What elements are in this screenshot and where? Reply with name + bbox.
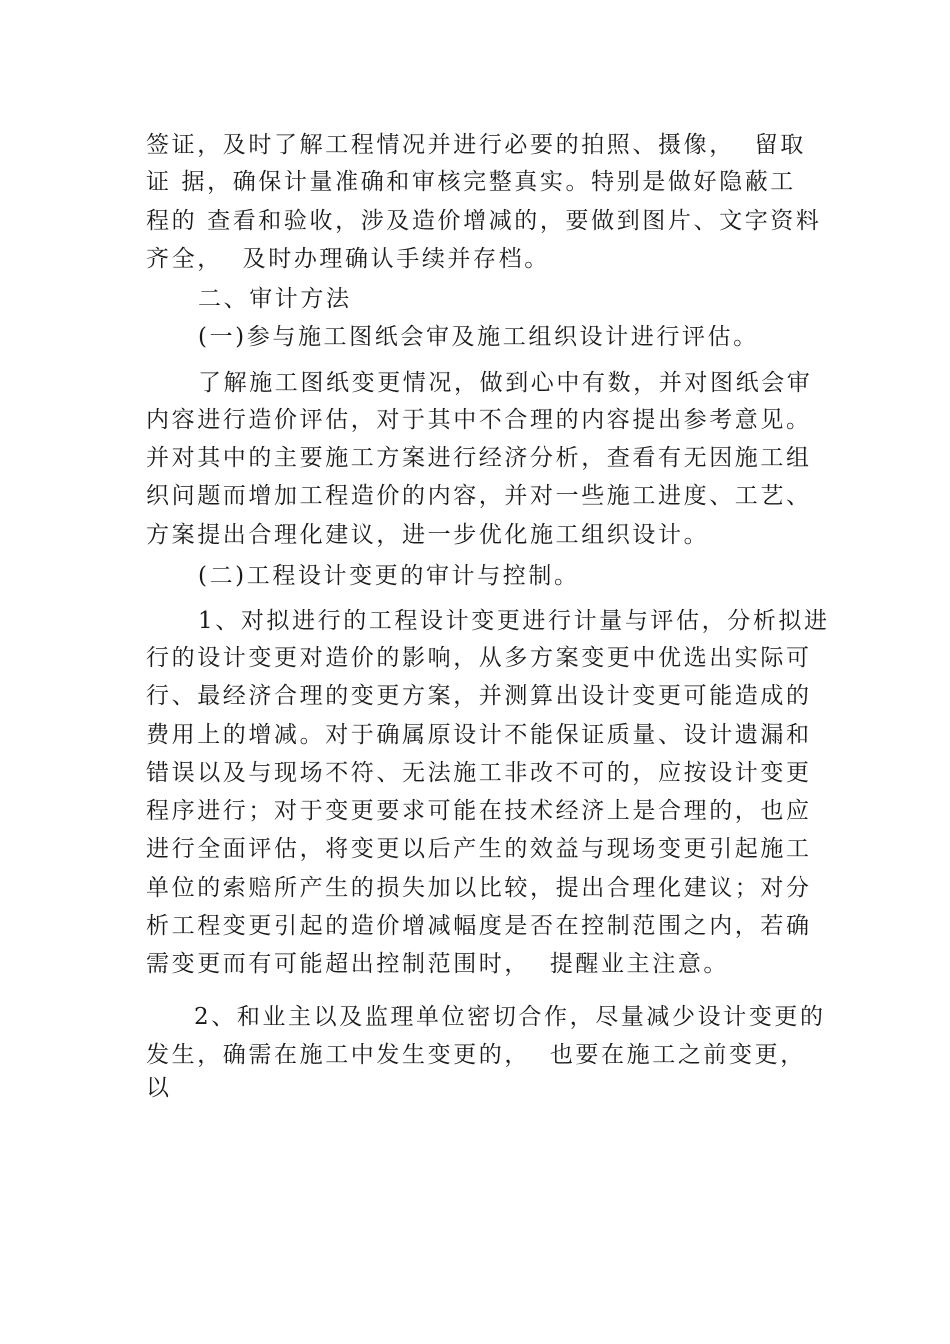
paragraph-line: 证 据，确保计量准确和审核完整真实。特别是做好隐蔽工 <box>146 169 796 195</box>
paragraph-line: 了解施工图纸变更情况，做到心中有数，并对图纸会审 <box>198 370 813 396</box>
paragraph-line: 行的设计变更对造价的影响，从多方案变更中优选出实际可 <box>146 645 812 671</box>
paragraph-line: 错误以及与现场不符、无法施工非改不可的，应按设计变更 <box>146 760 812 786</box>
paragraph-line: 需变更而有可能超出控制范围时， 提醒业主注意。 <box>146 951 730 977</box>
paragraph-line: 齐全， 及时办理确认手续并存档。 <box>146 246 550 272</box>
paragraph-line: 进行全面评估，将变更以后产生的效益与现场变更引起施工 <box>146 836 812 862</box>
paragraph-line: 并对其中的主要施工方案进行经济分析，查看有无因施工组 <box>146 445 812 471</box>
paragraph-line: 2、和业主以及监理单位密切合作，尽量减少设计变更的 <box>194 1004 826 1030</box>
paragraph-line: 发生，确需在施工中发生变更的， 也要在施工之前变更， <box>146 1042 806 1068</box>
paragraph-line: 1、对拟进行的工程设计变更进行计量与评估，分析拟进 <box>198 608 830 634</box>
paragraph-line: 单位的索赔所产生的损失加以比较，提出合理化建议；对分 <box>146 875 812 901</box>
paragraph-line: 程序进行；对于变更要求可能在技术经济上是合理的，也应 <box>146 798 812 824</box>
paragraph-line: 费用上的增减。对于确属原设计不能保证质量、设计遗漏和 <box>146 722 812 748</box>
paragraph-line: 以 <box>146 1075 172 1101</box>
section-heading: 二、审计方法 <box>198 286 352 312</box>
paragraph-line: 析工程变更引起的造价增减幅度是否在控制范围之内，若确 <box>146 913 812 939</box>
paragraph-line: 内容进行造价评估，对于其中不合理的内容提出参考意见。 <box>146 407 812 433</box>
paragraph-line: 程的 查看和验收，涉及造价增减的，要做到图片、文字资料 <box>146 208 822 234</box>
subsection-heading: (二)工程设计变更的审计与控制。 <box>198 563 580 589</box>
paragraph-line: 行、最经济合理的变更方案，并测算出设计变更可能造成的 <box>146 683 812 709</box>
paragraph-line: 织问题而增加工程造价的内容，并对一些施工进度、工艺、 <box>146 483 812 509</box>
subsection-heading: (一)参与施工图纸会审及施工组织设计进行评估。 <box>198 324 759 350</box>
paragraph-line: 方案提出合理化建议，进一步优化施工组织设计。 <box>146 522 710 548</box>
paragraph-line: 签证，及时了解工程情况并进行必要的拍照、摄像， 留取 <box>146 132 806 158</box>
